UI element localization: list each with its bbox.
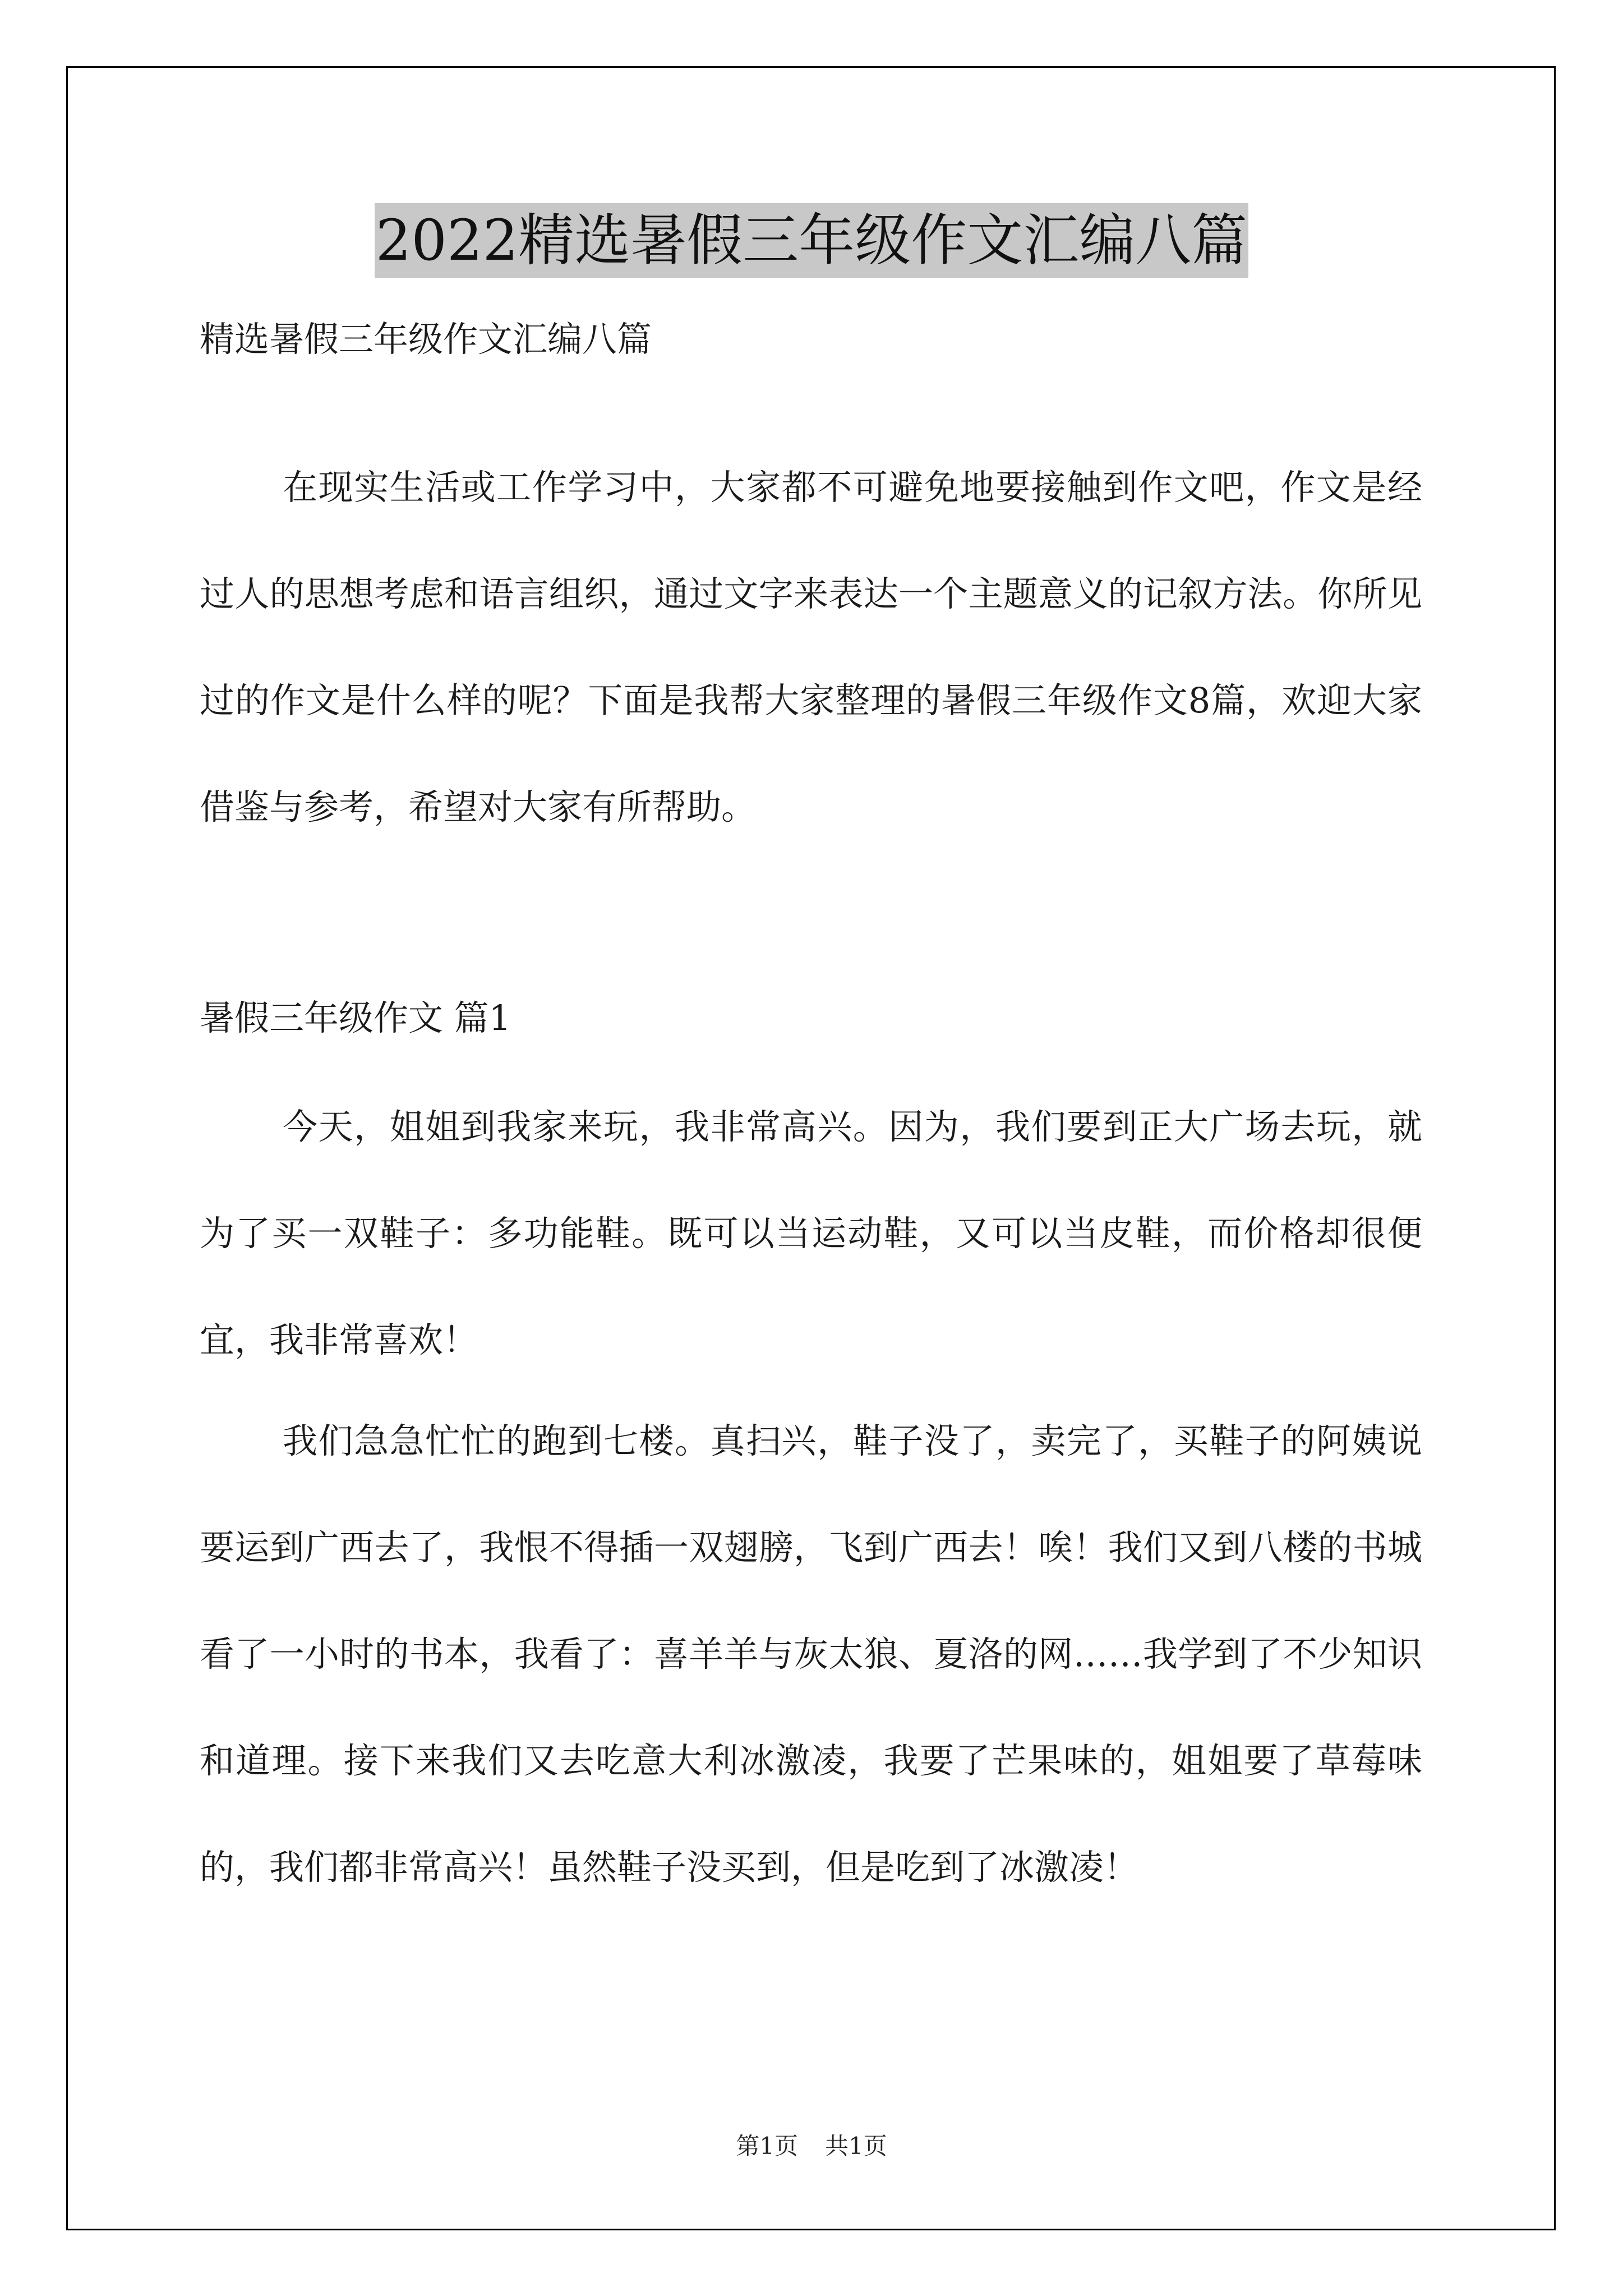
body-paragraph: 我们急急忙忙的跑到七楼。真扫兴，鞋子没了，卖完了，买鞋子的阿姨说要运到广西去了，我恨不得插一双翅膀，飞到广西去！唉！我们又到八楼的书城看了一小时的书本，我看了：喜羊羊与灰太狼、夏洛的网……我学到了不少知识和道理。接下来我们又去吃意大利冰激凌，我要了芒果味的，姐姐要了草莓味的，我们都非常高兴！虽然鞋子没买到，但是吃到了冰激凌！: [200, 1420, 1422, 1888]
page-number: 第1页: [736, 2132, 798, 2160]
body-paragraph: 今天，姐姐到我家来玩，我非常高兴。因为，我们要到正大广场去玩，就为了买一双鞋子：多功能鞋。既可以当运动鞋，又可以当皮鞋，而价格却很便宜，我非常喜欢！: [200, 1106, 1422, 1360]
document-title: 2022精选暑假三年级作文汇编八篇: [375, 203, 1249, 278]
section-heading: 暑假三年级作文 篇1: [200, 997, 511, 1038]
document-subtitle: 精选暑假三年级作文汇编八篇: [200, 319, 652, 360]
intro-paragraph: 在现实生活或工作学习中，大家都不可避免地要接触到作文吧，作文是经过人的思想考虑和语言组织，通过文字来表达一个主题意义的记叙方法。你所见过的作文是什么样的呢？下面是我帮大家整理的暑假三年级作文8篇，欢迎大家借鉴与参考，希望对大家有所帮助。: [200, 467, 1422, 827]
page-footer: [0, 2129, 1623, 2163]
page-total: 共1页: [825, 2132, 887, 2160]
title-container: [0, 203, 1623, 278]
